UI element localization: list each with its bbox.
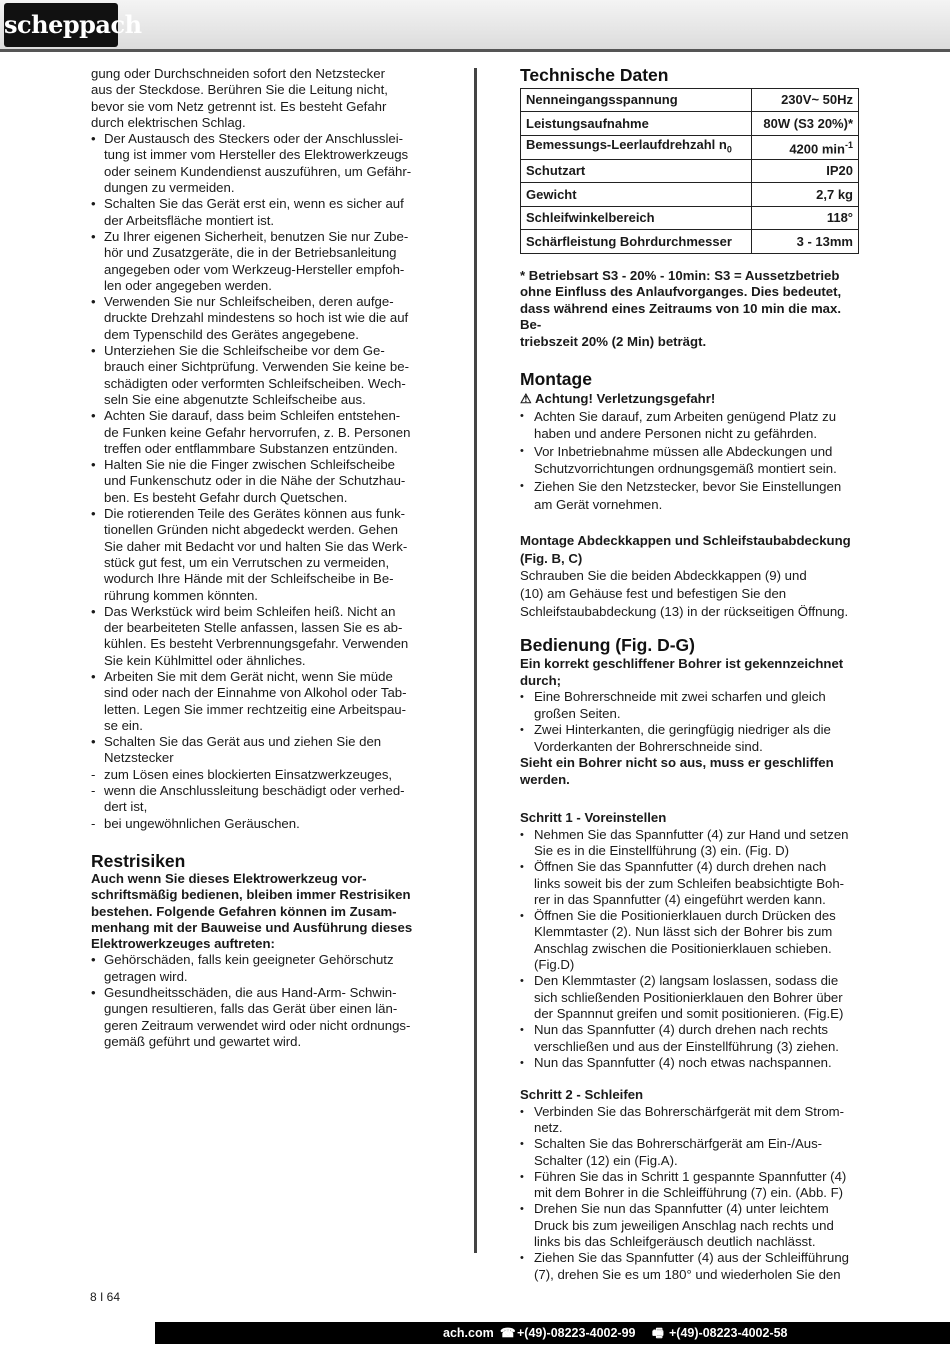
safety-item: • Schalten Sie das Gerät erst ein, wenn es sicher auf der Arbeitsfläche montiert ist. bbox=[91, 196, 431, 229]
safety-item: • Halten Sie nie die Finger zwischen Schleifscheibe und Funkenschutz oder in die Nähe der Schutzhau- ben. Es besteht Gefahr durch Quetschen. bbox=[91, 457, 431, 506]
schritt1-item: • Öffnen Sie das Spannfutter (4) durch drehen nach links soweit bis der zum Schleifen beabsichtigte Boh- rer in das Spannfutter (4) eingeführt werden kann. bbox=[520, 859, 860, 908]
condition-list bbox=[91, 767, 431, 832]
condition-item: - bei ungewöhnlichen Geräuschen. bbox=[91, 816, 431, 832]
safety-item: • Arbeiten Sie mit dem Gerät nicht, wenn Sie müde sind oder nach der Einnahme von Alkohol oder Tab- letten. Legen Sie immer rechtzeitig eine Arbeitspau- se ein. bbox=[91, 669, 431, 734]
spec-value: 3 - 13mm bbox=[751, 230, 858, 253]
schritt1-list bbox=[520, 827, 860, 1071]
montage-item: • Vor Inbetriebnahme müssen alle Abdeckungen und Schutzvorrichtungen ordnungsgemäß montiert sein. bbox=[520, 443, 860, 478]
page-footer bbox=[155, 1322, 950, 1344]
tech-table bbox=[520, 88, 859, 254]
schritt2-list bbox=[520, 1104, 860, 1283]
page-number: 8 I 64 bbox=[90, 1290, 121, 1304]
restrisiken-item: • Gehörschäden, falls kein geeigneter Gehörschutz getragen wird. bbox=[91, 952, 431, 985]
safety-item: • Die rotierenden Teile des Gerätes können aus funk- tionellen Gründen nicht abgedeckt werden. Gehen Sie daher mit Bedacht vor und halten Sie das Werk- stück gut fest, um ein Verrutschen zu vermeiden, wodurch Ihre Hände mit der Schleifscheibe in Be- rührung kommen könnten. bbox=[91, 506, 431, 604]
tech-heading: Technische Daten bbox=[520, 65, 669, 85]
left-column bbox=[91, 66, 431, 1050]
spec-value: 2,7 kg bbox=[751, 183, 858, 206]
fax-icon: 🖷 bbox=[652, 1326, 664, 1340]
safety-item: • Der Austausch des Steckers oder der Anschlusslei- tung ist immer vom Hersteller des Elektrowerkzeugs oder seinem Kundendienst auszuführen, um Gefähr- dungen zu vermeiden. bbox=[91, 131, 431, 196]
spec-label: Bemessungs-Leerlaufdrehzahl $n_0$ bbox=[521, 135, 752, 159]
schritt1-item: • Nun das Spannfutter (4) durch drehen nach rechts verschließen und aus der Einstellführung (3) ziehen. bbox=[520, 1022, 860, 1055]
spec-row bbox=[521, 135, 859, 159]
bedienung-item: • Zwei Hinterkanten, die geringfügig niedriger als die Vorderkanten der Bohrerschneide sind. bbox=[520, 722, 860, 755]
schritt2-item: • Verbinden Sie das Bohrerschärfgerät mit dem Strom- netz. bbox=[520, 1104, 860, 1137]
tech-note: * Betriebsart S3 - 20% - 10min: S3 = Aussetzbetrieb ohne Einfluss des Anlaufvorganges. Dies bedeutet, dass während eines Zeitraums von 10 min die max. Be- triebszeit 20% (2 Min) beträgt. bbox=[520, 267, 842, 349]
spec-value: 118° bbox=[751, 206, 858, 229]
spec-row bbox=[521, 183, 859, 206]
column-divider bbox=[474, 68, 477, 1253]
abdeck-text: Schrauben Sie die beiden Abdeckkappen (9) und (10) am Gehäuse fest und befestigen Sie den Schleifstaubabdeckung (13) in der rückseitigen Öffnung. bbox=[520, 568, 849, 619]
footer-phone: +(49)-08223-4002-99 bbox=[517, 1326, 636, 1340]
schritt1-item: • Nun das Spannfutter (4) noch etwas nachspannen. bbox=[520, 1055, 860, 1071]
spec-value: 80W (S3 20%)* bbox=[751, 112, 858, 135]
abdeck-heading: Montage Abdeckkappen und Schleifstaubabdeckung (Fig. B, C) bbox=[520, 533, 851, 566]
footer-fax: +(49)-08223-4002-58 bbox=[669, 1326, 788, 1340]
spec-label: Schleifwinkelbereich bbox=[521, 206, 752, 229]
spec-label: Schutzart bbox=[521, 159, 752, 182]
schritt2-item: • Drehen Sie nun das Spannfutter (4) unter leichtem Druck bis zum jeweiligen Anschlag nach rechts und links bis das Schleifgeräusch deutlich nachlässt. bbox=[520, 1201, 860, 1250]
restrisiken-heading: Restrisiken bbox=[91, 850, 186, 871]
condition-item: - zum Lösen eines blockierten Einsatzwerkzeuges, bbox=[91, 767, 431, 783]
schritt2-item: • Ziehen Sie das Spannfutter (4) aus der Schleifführung (7), drehen Sie es um 180° und wiederholen Sie den bbox=[520, 1250, 860, 1283]
warning-text: Achtung! Verletzungsgefahr! bbox=[535, 391, 716, 407]
safety-item: • Unterziehen Sie die Schleifscheibe vor dem Ge- brauch einer Sichtprüfung. Verwenden Sie keine be- schädigten oder verformten Schleifscheiben. Wech- seln Sie eine abgenutzte Schleifscheibe aus. bbox=[91, 343, 431, 408]
intro-text: gung oder Durchschneiden sofort den Netzstecker aus der Steckdose. Berühren Sie die Leitung nicht, bevor sie vom Netz getrennt ist. Es besteht Gefahr durch elektrischen Schlag. bbox=[91, 66, 388, 130]
brand-logo: scheppach bbox=[4, 3, 118, 47]
spec-label: Gewicht bbox=[521, 183, 752, 206]
schritt1-item: • Öffnen Sie die Positionierklauen durch Drücken des Klemmtaster (2). Nun lässt sich der Bohrer bis zum Anschlag zwischen die Positionierklauen schieben. (Fig.D) bbox=[520, 908, 860, 973]
spec-row bbox=[521, 159, 859, 182]
spec-label: Leistungsaufnahme bbox=[521, 112, 752, 135]
bedienung-heading: Bedienung (Fig. D-G) bbox=[520, 635, 695, 656]
spec-value: 230V~ 50Hz bbox=[751, 89, 858, 112]
safety-list bbox=[91, 131, 431, 767]
safety-item: • Achten Sie darauf, dass beim Schleifen entstehen- de Funken keine Gefahr hervorrufen, z. B. Personen treffen oder entflammbare Substanzen entzünden. bbox=[91, 408, 431, 457]
spec-row bbox=[521, 112, 859, 135]
safety-item: • Verwenden Sie nur Schleifscheiben, deren aufge- druckte Drehzahl mindestens so hoch ist wie die auf dem Typenschild des Gerätes angegebene. bbox=[91, 294, 431, 343]
schritt1-item: • Den Klemmtaster (2) langsam loslassen, sodass die sich schließenden Positionierklauen den Bohrer über der Spannnut greifen und somit positionieren. (Fig.E) bbox=[520, 973, 860, 1022]
warning-line bbox=[520, 390, 860, 408]
spec-value: IP20 bbox=[751, 159, 858, 182]
bedienung-outro: Sieht ein Bohrer nicht so aus, muss er geschliffen werden. bbox=[520, 755, 834, 787]
montage-item: • Ziehen Sie den Netzstecker, bevor Sie Einstellungen am Gerät vornehmen. bbox=[520, 478, 860, 513]
page-header bbox=[0, 0, 950, 52]
montage-list bbox=[520, 408, 860, 514]
condition-item: - wenn die Anschlussleitung beschädigt oder verhed- dert ist, bbox=[91, 783, 431, 816]
schritt1-item: • Nehmen Sie das Spannfutter (4) zur Hand und setzen Sie es in die Einstellführung (3) ein. (Fig. D) bbox=[520, 827, 860, 860]
safety-item: • Das Werkstück wird beim Schleifen heiß. Nicht an der bearbeiteten Stelle anfassen, lassen Sie es ab- kühlen. Es besteht Verbrennungsgefahr. Verwenden Sie kein Kühlmittel oder ähnliches. bbox=[91, 604, 431, 669]
spec-label: Schärfleistung Bohrdurchmesser bbox=[521, 230, 752, 253]
montage-item: • Achten Sie darauf, zum Arbeiten genügend Platz zu haben und andere Personen nicht zu gefährden. bbox=[520, 408, 860, 443]
spec-value: 4200 $\min^{-1}$ bbox=[751, 135, 858, 159]
schritt2-item: • Führen Sie das in Schritt 1 gespannte Spannfutter (4) mit dem Bohrer in die Schleifführung (7) ein. (Abb. F) bbox=[520, 1169, 860, 1202]
safety-item: • Schalten Sie das Gerät aus und ziehen Sie den Netzstecker bbox=[91, 734, 431, 767]
schritt1-heading: Schritt 1 - Voreinstellen bbox=[520, 810, 667, 826]
spec-row bbox=[521, 206, 859, 229]
safety-item: • Zu Ihrer eigenen Sicherheit, benutzen Sie nur Zube- hör und Zusatzgeräte, die in der Betriebsanleitung angegeben oder vom Werkzeug-Hersteller empfoh- len oder angegeben werden. bbox=[91, 229, 431, 294]
spec-row bbox=[521, 89, 859, 112]
restrisiken-list bbox=[91, 952, 431, 1050]
schritt2-item: • Schalten Sie das Bohrerschärfgerät am Ein-/Aus- Schalter (12) ein (Fig.A). bbox=[520, 1136, 860, 1169]
spec-label: Nenneingangsspannung bbox=[521, 89, 752, 112]
bedienung-list bbox=[520, 689, 860, 755]
montage-heading: Montage bbox=[520, 369, 592, 390]
bedienung-item: • Eine Bohrerschneide mit zwei scharfen und gleich großen Seiten. bbox=[520, 689, 860, 722]
phone-icon: ☎ bbox=[500, 1326, 516, 1340]
right-column bbox=[520, 64, 860, 1283]
bedienung-intro: Ein korrekt geschliffener Bohrer ist gekennzeichnet durch; bbox=[520, 656, 844, 688]
spec-row bbox=[521, 230, 859, 253]
warning-icon: ⚠ bbox=[520, 391, 532, 407]
schritt2-heading: Schritt 2 - Schleifen bbox=[520, 1087, 644, 1103]
restrisiken-intro: Auch wenn Sie dieses Elektrowerkzeug vor- schriftsmäßig bedienen, bleiben immer Restrisiken bestehen. Folgende Gefahren können im Zusam- menhang mit der Bauweise und Ausführung dieses Elektrowerkzeuges auftreten: bbox=[91, 870, 413, 952]
restrisiken-item: • Gesundheitsschäden, die aus Hand-Arm- Schwin- gungen resultieren, falls das Gerät über einen län- geren Zeitraum verwendet wird oder nicht ordnungs- gemäß geführt und gewartet wird. bbox=[91, 985, 431, 1050]
footer-website: ach.com bbox=[443, 1326, 494, 1340]
